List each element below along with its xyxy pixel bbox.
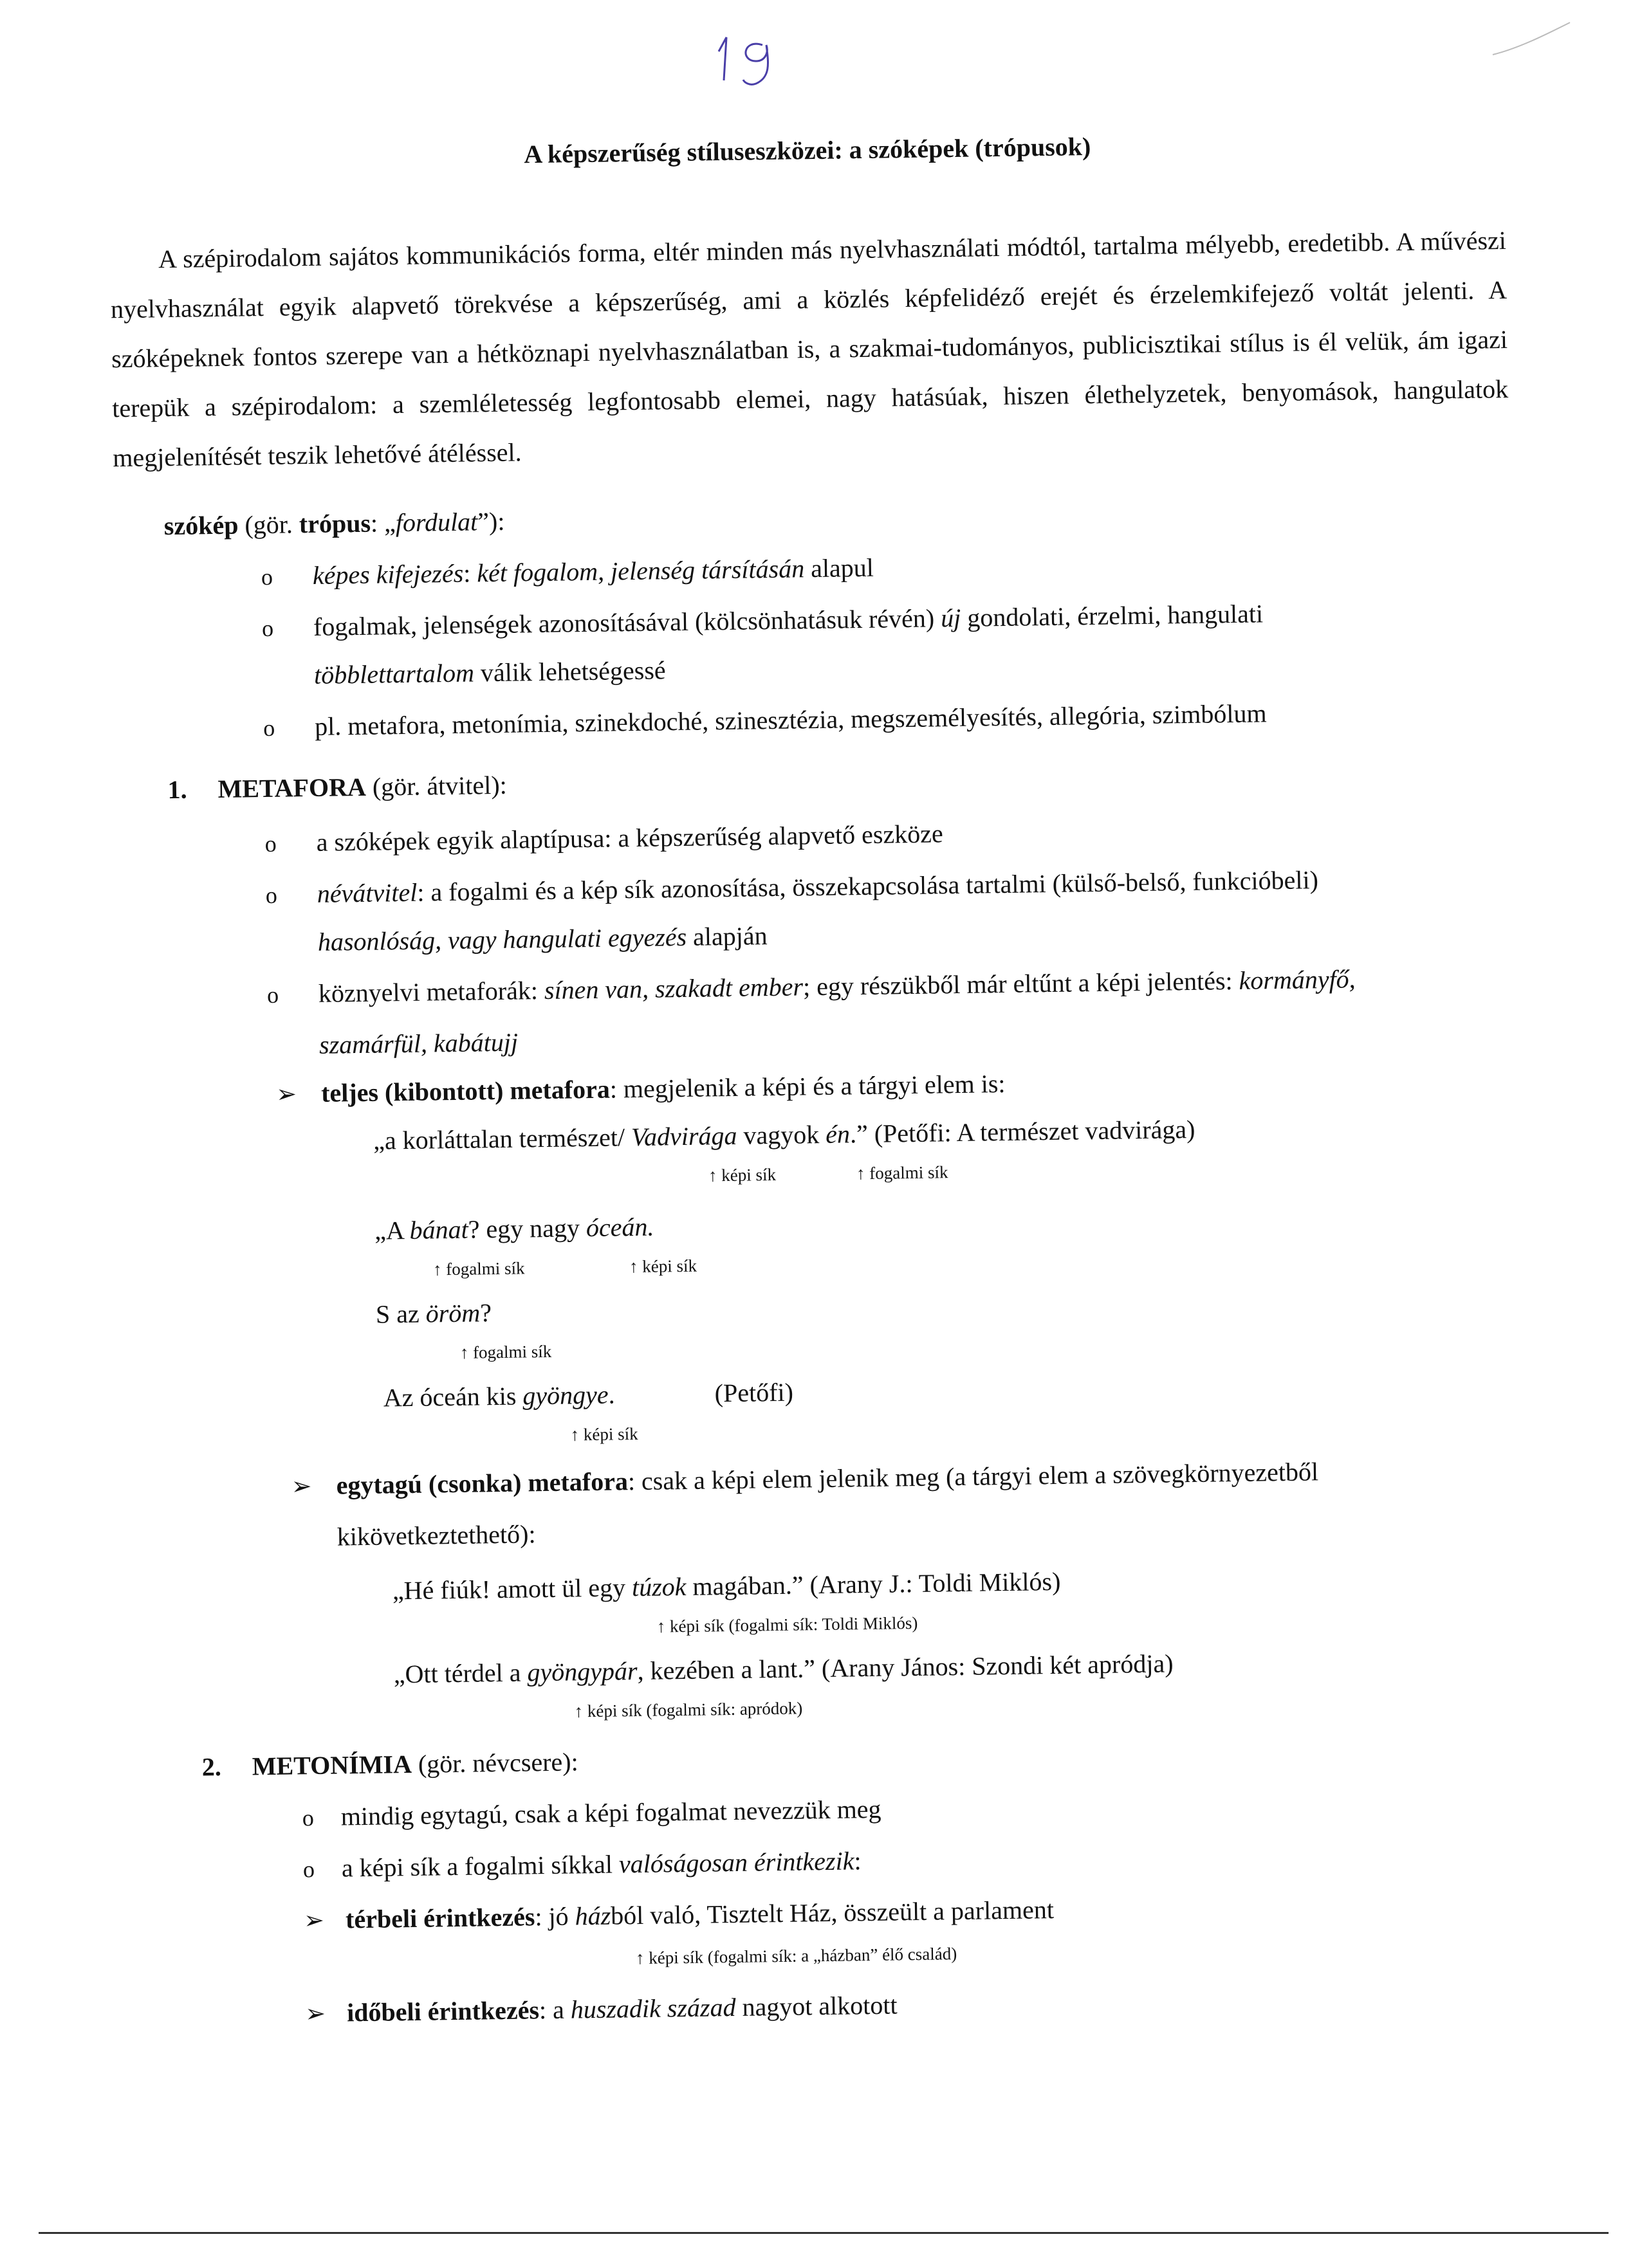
list-item-continuation: hasonlóság, vagy hangulati egyezés alapján [317,921,768,956]
list-item: o pl. metafora, metonímia, szinekdoché, szinesztézia, megszemélyesítés, allegória, szimbólum [263,699,1267,742]
section-heading-metafora: 1. METAFORA (gör. átvitel): [167,770,508,805]
page-title: A képszerűség stíluseszközei: a szóképek (trópusok) [523,131,1091,169]
list-item: o mindig egytagú, csak a képi fogalmat nevezzük meg [302,1794,881,1831]
example-quote: „Ott térdel a gyöngypár, kezében a lant.” (Arany János: Szondi két apródja) [393,1649,1174,1689]
example-quote: S az öröm? [375,1298,492,1329]
list-item: o a szóképek egyik alaptípusa: a képszerűség alapvető eszköze [264,819,943,857]
annotation-label: ↑ képi sík [708,1164,777,1185]
subheading-continuation: kikövetkeztethető): [337,1519,536,1551]
annotation-label: ↑ képi sík (fogalmi sík: a „házban” élő család) [635,1944,957,1968]
example-quote: „Hé fiúk! amott ül egy túzok magában.” (Arany J.: Toldi Miklós) [392,1566,1061,1605]
subheading-idobeli-erintkezes: ➢ időbeli érintkezés: a huszadik század nagyot alkotott [304,1990,898,2028]
list-item-continuation: többlettartalom válik lehetségessé [313,655,666,690]
annotation-label: ↑ fogalmi sík [432,1258,525,1279]
subheading-egytagu-metafora: ➢ egytagú (csonka) metafora: csak a képi elem jelenik meg (a tárgyi elem a szövegkörnyezetből [291,1457,1319,1501]
section-heading-metonimia: 2. METONÍMIA (gör. névcsere): [201,1747,578,1782]
annotation-label: ↑ fogalmi sík [459,1341,552,1362]
definition-line: szókép (gör. trópus: „fordulat”): [163,506,505,541]
example-quote: Az óceán kis gyöngye. [383,1380,615,1413]
list-item: o névátvitel: a fogalmi és a kép sík azonosítása, összekapcsolása tartalmi (külső-belső, funkcióbeli) [265,865,1319,909]
list-item: o fogalmak, jelenségek azonosításával (kölcsönhatásuk révén) új gondolati, érzelmi, hangulati [261,599,1264,642]
list-item: o a képi sík a fogalmi síkkal valóságosan érintkezik: [302,1846,862,1883]
annotation-label: ↑ fogalmi sík [856,1162,948,1184]
list-item: o köznyelvi metaforák: sínen van, szakadt ember; egy részükből már eltűnt a képi jelentés: kormányfő, [266,964,1356,1008]
example-quote: „A bánat? egy nagy óceán. [374,1212,654,1245]
annotation-label: ↑ képi sík (fogalmi sík: apródok) [574,1698,803,1721]
intro-text: A szépirodalom sajátos kommunikációs forma, eltér minden más nyelvhasználati módtól, tartalma mélyebb, eredetibb. A művészi nyelvhasználat egyik alapvető törekvése a képszerűség, ami a közlés képfelidéző erejét és érzelemkifejező voltát jelenti. A szóképeknek fontos szerepe van a hétköznapi nyelvhasználatban is, a szakmai-tudományos, publicisztikai stílus is él velük, ám igazi terepük a szépirodalom: a szemléletesség legfontosabb elemei, nagy hatásúak, hiszen élethelyzetek, benyomások, hangulatok megjelenítését teszik lehetővé átéléssel. [110,226,1509,473]
list-item-continuation: szamárfül, kabátujj [318,1027,519,1059]
subheading-terbeli-erintkezes: ➢ térbeli érintkezés: jó házból való, Tisztelt Ház, összeült a parlament [303,1895,1055,1935]
annotation-label: ↑ képi sík [629,1256,697,1277]
list-item: o képes kifejezés: két fogalom, jelenség társításán alapul [261,553,874,590]
example-source: (Petőfi) [714,1377,794,1408]
annotation-label: ↑ képi sík [570,1424,638,1445]
intro-paragraph [110,215,1509,482]
annotation-label: ↑ képi sík (fogalmi sík: Toldi Miklós) [656,1613,918,1636]
page-edge-line [39,2232,1609,2234]
example-quote: „a korláttalan természet/ Vadvirága vagyok én.” (Petőfi: A természet vadvirága) [373,1114,1195,1155]
subheading-teljes-metafora: ➢ teljes (kibontott) metafora: megjelenik a képi és a tárgyi elem is: [275,1068,1006,1108]
